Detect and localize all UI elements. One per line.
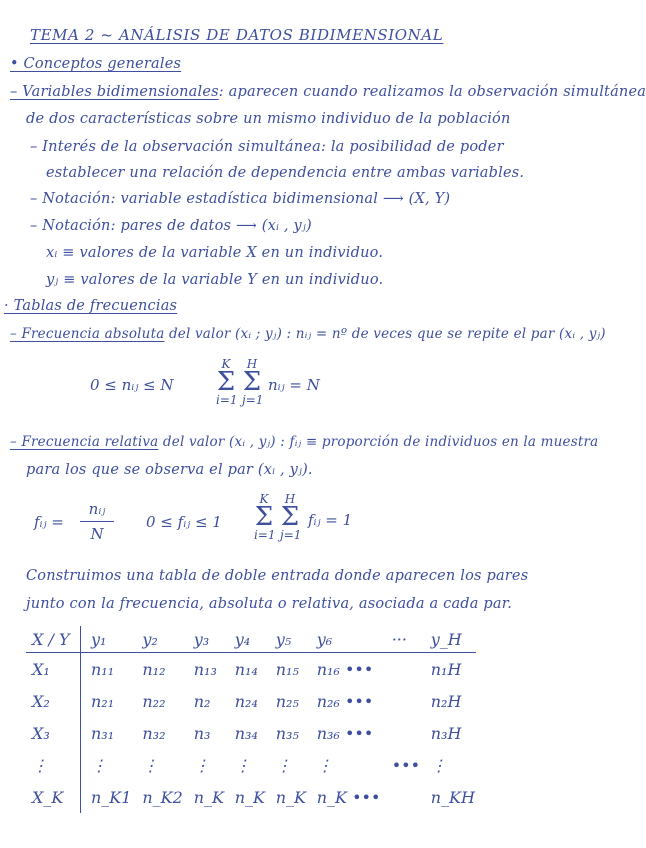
interes-line-2: establecer una relación de dependencia entre ambas variables.	[46, 165, 525, 181]
row-label: ⋮	[26, 749, 81, 781]
sum-j-rel	[280, 493, 300, 541]
notacion-line-1: – Notación: variable estadística bidimensional ⟶ (X, Y)	[30, 191, 451, 207]
table-cell: n₁₄	[234, 659, 258, 679]
table-cell: ⋮	[430, 755, 447, 775]
table-cell: n_KH	[430, 787, 475, 807]
absolute-sum-rhs: nᵢⱼ = N	[268, 376, 320, 394]
heading-tablas: · Tablas de frecuencias	[4, 298, 178, 314]
table-row	[26, 685, 476, 717]
table-cell: n₂₅	[275, 691, 299, 711]
sum-i-bottom: i=1	[254, 528, 276, 542]
table-cell: n₁₆ •••	[316, 659, 374, 679]
table-cell: n₂₄	[234, 691, 258, 711]
table-cell: n₂H	[430, 691, 462, 711]
table-cell: n₂₆ •••	[316, 691, 374, 711]
table-cell: ⋮	[91, 755, 107, 775]
frecuencia-relativa-line	[10, 434, 598, 450]
relative-sum-rhs: fᵢⱼ = 1	[308, 511, 353, 529]
page-title: TEMA 2 ~ ANÁLISIS DE DATOS BIDIMENSIONAL	[30, 26, 444, 44]
variables-def: : aparecen cuando realizamos la observación simultánea	[218, 84, 646, 100]
table-cell: n₃₅	[275, 723, 299, 743]
table-cell: ⋮	[142, 755, 159, 775]
sum-j-top: H	[284, 492, 296, 506]
table-cell: n_K •••	[316, 787, 381, 807]
frecuencia-absoluta-def: del valor (xᵢ ; yⱼ) : nᵢⱼ = nº de veces que se repite el par (xᵢ , yⱼ)	[164, 326, 606, 342]
notacion-line-2: – Notación: pares de datos ⟶ (xᵢ , yⱼ)	[30, 218, 312, 234]
table-cell	[382, 685, 421, 717]
sigma-symbol: Σ	[254, 502, 274, 532]
sigma-symbol: Σ	[242, 367, 262, 397]
sum-j-bottom: j=1	[280, 528, 302, 542]
table-cell: n_K1	[91, 787, 132, 807]
column-header: ···	[382, 626, 421, 653]
table-cell: n₃₂	[142, 723, 166, 743]
interes-line-1: – Interés de la observación simultánea: la posibilidad de poder	[30, 139, 504, 155]
variables-line	[10, 84, 646, 100]
table-cell: n₂₂	[142, 691, 166, 711]
sum-j-bottom: j=1	[242, 393, 264, 407]
table-intro-2: junto con la frecuencia, absoluta o relativa, asociada a cada par.	[26, 596, 513, 612]
relative-numerator: nᵢⱼ	[88, 500, 106, 518]
column-header: y₁	[81, 626, 133, 653]
frecuencia-absoluta-line	[10, 326, 606, 342]
relative-lhs: fᵢⱼ =	[34, 513, 64, 531]
table-row	[26, 717, 476, 749]
table-cell: n₃H	[430, 723, 462, 743]
column-header: y₆	[307, 626, 382, 653]
table-row	[26, 749, 476, 781]
table-row	[26, 653, 476, 686]
frecuencia-relativa-def: del valor (xᵢ , yⱼ) : fᵢⱼ ≡ proporción de individuos en la muestra	[158, 434, 599, 450]
table-row	[26, 781, 476, 813]
table-cell: n_K	[275, 787, 306, 807]
column-header: y₄	[225, 626, 266, 653]
row-label: X₃	[26, 717, 81, 749]
table-cell: n₁₃	[193, 659, 217, 679]
yj-definition: yⱼ ≡ valores de la variable Y en un individuo.	[46, 272, 384, 288]
relative-fraction	[80, 500, 114, 543]
column-header: y_H	[421, 626, 476, 653]
table-cell: •••	[391, 755, 421, 775]
sum-i-rel	[254, 493, 274, 541]
xi-definition: xᵢ ≡ valores de la variable X en un individuo.	[46, 245, 384, 261]
table-cell	[382, 781, 421, 813]
table-cell	[382, 653, 421, 686]
sum-i-abs	[216, 358, 236, 406]
table-cell: ⋮	[275, 755, 292, 775]
column-header: y₂	[132, 626, 183, 653]
table-cell: n₁₁	[91, 659, 115, 679]
table-cell: n₂₁	[91, 691, 115, 711]
table-intro-1: Construimos una tabla de doble entrada donde aparecen los pares	[26, 568, 529, 584]
table-corner: X / Y	[26, 626, 81, 653]
variables-term: – Variables bidimensionales	[10, 84, 219, 100]
sum-i-bottom: i=1	[216, 393, 238, 407]
frecuencia-relativa-def-2: para los que se observa el par (xᵢ , yⱼ).	[26, 462, 313, 478]
frecuencia-absoluta-term: – Frecuencia absoluta	[10, 326, 165, 342]
table-header-row	[26, 626, 476, 653]
sigma-symbol: Σ	[216, 367, 236, 397]
table-cell: ⋮	[193, 755, 210, 775]
table-cell: n₃₄	[234, 723, 258, 743]
row-label: X₂	[26, 685, 81, 717]
table-cell: n₁₅	[275, 659, 299, 679]
row-label: X₁	[26, 653, 81, 686]
frecuencia-relativa-term: – Frecuencia relativa	[10, 434, 159, 450]
row-label: X_K	[26, 781, 81, 813]
sum-i-top: K	[221, 357, 231, 371]
table-cell: n_K2	[142, 787, 183, 807]
table-cell: ⋮	[316, 755, 333, 775]
relative-inequality: 0 ≤ fᵢⱼ ≤ 1	[146, 513, 222, 531]
sum-j-top: H	[246, 357, 258, 371]
variables-def-2: de dos características sobre un mismo individuo de la población	[26, 111, 511, 127]
sigma-symbol: Σ	[280, 502, 300, 532]
table-cell	[382, 717, 421, 749]
relative-denominator: N	[90, 525, 104, 543]
frequency-table	[26, 626, 476, 813]
table-cell: n_K	[193, 787, 224, 807]
table-cell: n₁H	[430, 659, 462, 679]
column-header: y₃	[184, 626, 225, 653]
column-header: y₅	[266, 626, 307, 653]
absolute-inequality: 0 ≤ nᵢⱼ ≤ N	[90, 376, 174, 394]
sum-j-abs	[242, 358, 262, 406]
table-cell: n₃₁	[91, 723, 115, 743]
table-cell: n₁₂	[142, 659, 166, 679]
table-cell: n_K	[234, 787, 265, 807]
sum-i-top: K	[259, 492, 269, 506]
heading-conceptos: • Conceptos generales	[10, 56, 182, 72]
table-cell: ⋮	[234, 755, 251, 775]
table-cell: n₂	[193, 691, 211, 711]
table-cell: n₃	[193, 723, 211, 743]
fraction-bar	[80, 521, 114, 522]
table-cell: n₃₆ •••	[316, 723, 374, 743]
